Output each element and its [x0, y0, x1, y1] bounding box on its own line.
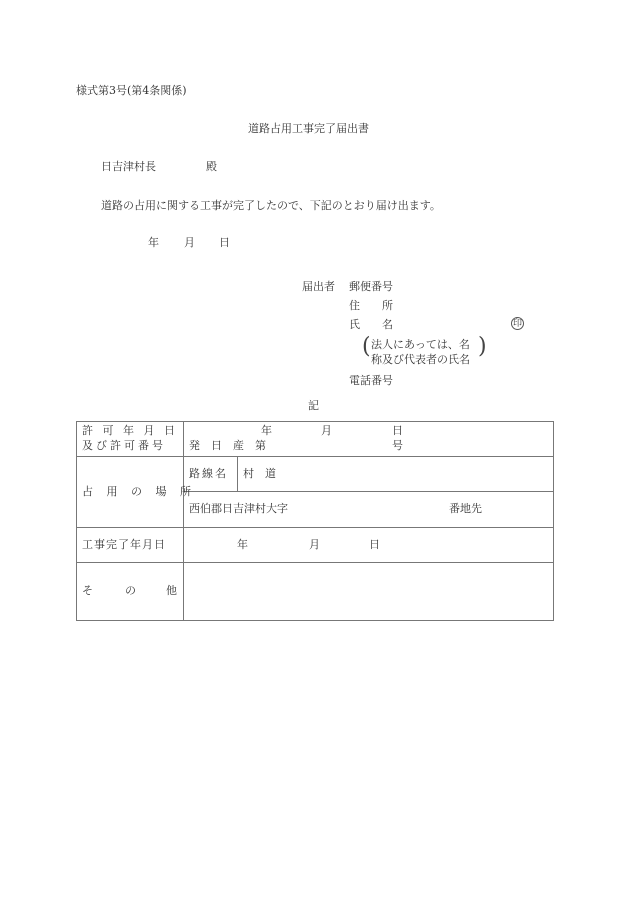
name-label: 氏 名	[349, 318, 393, 331]
postal-code-label: 郵便番号	[349, 280, 393, 293]
route-value: 村 道	[243, 467, 276, 480]
corporate-note-2: 称及び代表者の氏名	[371, 353, 470, 366]
permit-label-1: 許 可 年 月 日	[82, 424, 178, 437]
completion-month: 月	[309, 538, 320, 551]
corporate-note-1: 法人にあっては、名	[371, 338, 470, 351]
address-suffix: 番地先	[449, 502, 482, 515]
row-divider	[77, 527, 553, 528]
other-label-3: 他	[166, 584, 177, 597]
completion-day: 日	[369, 538, 380, 551]
row-divider	[183, 491, 553, 492]
date-month: 月	[184, 236, 195, 249]
permit-day: 日	[392, 424, 403, 437]
row-divider	[77, 456, 553, 457]
date-day: 日	[219, 236, 230, 249]
ki-label: 記	[308, 399, 319, 412]
details-table	[76, 421, 554, 621]
address-label: 住 所	[349, 299, 393, 312]
applicant-label: 届出者	[302, 280, 335, 293]
col-divider	[183, 422, 184, 620]
addressee-honorific: 殿	[206, 160, 217, 173]
left-bracket: (	[362, 334, 371, 359]
route-label: 路線名	[189, 467, 228, 480]
permit-year: 年	[261, 424, 272, 437]
seal-icon: 印	[512, 319, 522, 329]
other-label-2: の	[125, 584, 136, 597]
address-prefix: 西伯郡日吉津村大字	[189, 502, 288, 515]
statement: 道路の占用に関する工事が完了したので、下記のとおり届け出ます。	[101, 199, 441, 212]
phone-label: 電話番号	[349, 374, 393, 387]
page-title: 道路占用工事完了届出書	[248, 122, 369, 135]
permit-month: 月	[321, 424, 332, 437]
permit-issue: 発 日 産 第	[189, 439, 266, 452]
permit-number-suffix: 号	[392, 439, 403, 452]
other-label-1: そ	[82, 584, 93, 597]
permit-label-2: 及び許可番号	[82, 439, 166, 452]
location-label: 占 用 の 場 所	[82, 485, 196, 498]
date-year: 年	[148, 236, 159, 249]
addressee-name: 日吉津村長	[101, 160, 156, 173]
col-divider	[237, 456, 238, 491]
right-bracket: )	[478, 334, 487, 359]
row-divider	[77, 562, 553, 563]
completion-year: 年	[237, 538, 248, 551]
completion-label: 工事完了年月日	[82, 538, 166, 551]
form-number: 様式第3号(第4条関係)	[76, 84, 187, 97]
